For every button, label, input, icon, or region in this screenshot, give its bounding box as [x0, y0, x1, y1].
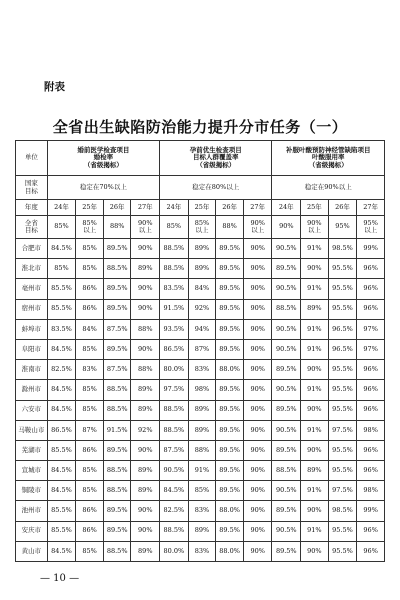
city-value-cell: 88.5% — [103, 481, 131, 501]
city-row — [16, 259, 385, 279]
city-value-cell: 89.5% — [272, 360, 301, 380]
city-value-cell: 89.5% — [216, 440, 244, 460]
city-value-cell: 87% — [76, 420, 104, 440]
city-value-cell: 89.5% — [216, 259, 244, 279]
city-value-cell: 89.5% — [272, 259, 301, 279]
page-title: 全省出生缺陷防治能力提升分市任务（一） — [52, 118, 348, 136]
city-value-cell: 84.5% — [47, 400, 76, 420]
city-value-cell: 87.5% — [103, 360, 131, 380]
province-target-cell: 85% 以上 — [188, 216, 216, 239]
city-value-cell: 96% — [357, 299, 385, 319]
city-row — [16, 420, 385, 440]
city-value-cell: 88.5% — [272, 461, 301, 481]
city-value-cell: 99% — [357, 239, 385, 259]
city-name: 合肥市 — [16, 239, 48, 259]
city-value-cell: 89.5% — [272, 541, 301, 561]
city-value-cell: 84.5% — [47, 481, 76, 501]
city-row — [16, 461, 385, 481]
city-value-cell: 89.5% — [103, 521, 131, 541]
city-value-cell: 89% — [188, 521, 216, 541]
city-row — [16, 541, 385, 561]
city-value-cell: 90.5% — [272, 319, 301, 339]
city-value-cell: 89.5% — [216, 400, 244, 420]
city-value-cell: 90% — [243, 420, 272, 440]
city-value-cell: 89.5% — [216, 239, 244, 259]
city-value-cell: 90% — [131, 339, 160, 359]
year-cell: 24年 — [47, 200, 76, 216]
city-value-cell: 88.5% — [160, 400, 189, 420]
city-value-cell: 97.5% — [328, 420, 357, 440]
city-name: 阜阳市 — [16, 339, 48, 359]
city-value-cell: 88% — [131, 360, 160, 380]
city-value-cell: 97% — [357, 319, 385, 339]
city-value-cell: 90% — [131, 279, 160, 299]
city-value-cell: 90% — [243, 339, 272, 359]
city-value-cell: 88.5% — [103, 259, 131, 279]
city-name: 宿州市 — [16, 299, 48, 319]
year-cell: 26年 — [103, 200, 131, 216]
year-cell: 25年 — [76, 200, 104, 216]
city-value-cell: 90.5% — [272, 380, 301, 400]
city-value-cell: 89% — [301, 299, 329, 319]
city-value-cell: 90% — [301, 360, 329, 380]
city-value-cell: 89% — [188, 420, 216, 440]
province-target-cell: 88% — [103, 216, 131, 239]
city-value-cell: 91.5% — [103, 420, 131, 440]
city-value-cell: 90.5% — [272, 481, 301, 501]
city-row — [16, 380, 385, 400]
city-value-cell: 89.5% — [216, 380, 244, 400]
city-value-cell: 98.5% — [328, 501, 357, 521]
city-value-cell: 96% — [357, 360, 385, 380]
city-value-cell: 85% — [76, 541, 104, 561]
city-value-cell: 88.5% — [103, 541, 131, 561]
year-cell: 27年 — [243, 200, 272, 216]
province-target-cell: 88% — [216, 216, 244, 239]
city-value-cell: 82.5% — [160, 501, 189, 521]
city-value-cell: 88.5% — [272, 299, 301, 319]
city-value-cell: 86% — [76, 521, 104, 541]
city-value-cell: 90.5% — [160, 461, 189, 481]
national-target-folic-acid: 稳定在90%以上 — [272, 176, 385, 200]
city-value-cell: 86% — [76, 299, 104, 319]
city-value-cell: 90% — [243, 279, 272, 299]
city-value-cell: 89.5% — [216, 279, 244, 299]
city-value-cell: 88% — [131, 319, 160, 339]
city-row — [16, 319, 385, 339]
city-value-cell: 90% — [243, 541, 272, 561]
city-value-cell: 89.5% — [272, 400, 301, 420]
city-row — [16, 481, 385, 501]
group-header-folic-acid: 补服叶酸预防神经管缺陷项目 叶酸服用率 （省级揭标） — [272, 141, 385, 176]
city-value-cell: 83% — [188, 360, 216, 380]
city-value-cell: 90% — [131, 299, 160, 319]
city-value-cell: 90% — [243, 239, 272, 259]
city-name: 淮南市 — [16, 360, 48, 380]
city-value-cell: 83.5% — [47, 319, 76, 339]
province-target-cell: 85% 以上 — [76, 216, 104, 239]
city-value-cell: 89.5% — [103, 440, 131, 460]
city-value-cell: 88.0% — [216, 360, 244, 380]
city-value-cell: 85% — [76, 481, 104, 501]
national-target-row — [16, 176, 385, 200]
city-value-cell: 84.5% — [160, 481, 189, 501]
city-value-cell: 90.5% — [272, 339, 301, 359]
header-row — [16, 141, 385, 176]
city-value-cell: 85% — [76, 461, 104, 481]
city-value-cell: 97.5% — [328, 481, 357, 501]
year-cell: 25年 — [188, 200, 216, 216]
city-value-cell: 88.5% — [160, 259, 189, 279]
city-name: 黄山市 — [16, 541, 48, 561]
city-value-cell: 88.5% — [160, 521, 189, 541]
city-value-cell: 96% — [357, 440, 385, 460]
province-target-cell: 95% 以上 — [357, 216, 385, 239]
city-value-cell: 95.5% — [328, 299, 357, 319]
city-value-cell: 89% — [131, 380, 160, 400]
city-value-cell: 95.5% — [328, 440, 357, 460]
city-row — [16, 521, 385, 541]
city-value-cell: 97% — [357, 339, 385, 359]
city-value-cell: 85.5% — [47, 440, 76, 460]
city-value-cell: 96% — [357, 521, 385, 541]
city-row — [16, 501, 385, 521]
city-value-cell: 82.5% — [47, 360, 76, 380]
city-value-cell: 89.5% — [103, 299, 131, 319]
city-value-cell: 96% — [357, 541, 385, 561]
city-name: 亳州市 — [16, 279, 48, 299]
city-value-cell: 90% — [243, 299, 272, 319]
city-value-cell: 90% — [131, 501, 160, 521]
city-value-cell: 94% — [188, 319, 216, 339]
city-value-cell: 89% — [131, 481, 160, 501]
city-name: 安庆市 — [16, 521, 48, 541]
city-value-cell: 89% — [188, 259, 216, 279]
city-value-cell: 90% — [243, 360, 272, 380]
year-cell: 25年 — [301, 200, 329, 216]
city-value-cell: 91% — [301, 319, 329, 339]
city-value-cell: 96.5% — [328, 339, 357, 359]
city-value-cell: 80.0% — [160, 360, 189, 380]
city-name: 池州市 — [16, 501, 48, 521]
city-row — [16, 440, 385, 460]
city-value-cell: 90.5% — [272, 279, 301, 299]
city-value-cell: 90% — [301, 259, 329, 279]
city-value-cell: 88.5% — [160, 239, 189, 259]
city-value-cell: 90.5% — [272, 239, 301, 259]
city-value-cell: 85% — [47, 259, 76, 279]
city-value-cell: 88.5% — [103, 461, 131, 481]
city-value-cell: 85.5% — [47, 279, 76, 299]
city-value-cell: 91% — [301, 279, 329, 299]
city-value-cell: 89.5% — [216, 319, 244, 339]
city-value-cell: 88% — [188, 440, 216, 460]
group-header-premarital: 婚前医学检查项目 婚检率 （省级揭标） — [47, 141, 159, 176]
city-value-cell: 89.5% — [216, 461, 244, 481]
province-target-cell: 95% — [328, 216, 357, 239]
city-value-cell: 88.5% — [103, 400, 131, 420]
city-value-cell: 89.5% — [103, 279, 131, 299]
city-value-cell: 96% — [357, 279, 385, 299]
city-value-cell: 86% — [76, 279, 104, 299]
city-value-cell: 85% — [188, 481, 216, 501]
appendix-label: 附表 — [44, 81, 65, 93]
city-value-cell: 89% — [188, 400, 216, 420]
city-value-cell: 95.5% — [328, 521, 357, 541]
city-value-cell: 88.5% — [103, 380, 131, 400]
city-value-cell: 89% — [301, 461, 329, 481]
city-value-cell: 89% — [131, 461, 160, 481]
city-value-cell: 96% — [357, 380, 385, 400]
city-value-cell: 98% — [357, 481, 385, 501]
city-name: 芜湖市 — [16, 440, 48, 460]
city-value-cell: 90% — [243, 400, 272, 420]
city-value-cell: 86% — [76, 440, 104, 460]
city-value-cell: 86.5% — [47, 420, 76, 440]
city-value-cell: 97.5% — [160, 380, 189, 400]
city-value-cell: 89.5% — [216, 521, 244, 541]
city-value-cell: 85.5% — [47, 521, 76, 541]
city-value-cell: 87.5% — [160, 440, 189, 460]
city-value-cell: 95.5% — [328, 360, 357, 380]
city-name: 宣城市 — [16, 461, 48, 481]
city-value-cell: 90% — [243, 501, 272, 521]
city-value-cell: 90% — [301, 501, 329, 521]
national-target-premarital: 稳定在70%以上 — [47, 176, 159, 200]
city-value-cell: 88.0% — [216, 501, 244, 521]
city-value-cell: 88.5% — [160, 420, 189, 440]
city-value-cell: 89.5% — [272, 501, 301, 521]
year-label: 年度 — [16, 200, 48, 216]
city-value-cell: 99% — [357, 501, 385, 521]
year-cell: 27年 — [131, 200, 160, 216]
city-value-cell: 89% — [188, 239, 216, 259]
city-value-cell: 95.5% — [328, 259, 357, 279]
city-value-cell: 95.5% — [328, 279, 357, 299]
city-value-cell: 92% — [188, 299, 216, 319]
city-value-cell: 98.5% — [328, 239, 357, 259]
province-target-cell: 85% — [47, 216, 76, 239]
city-value-cell: 84.5% — [47, 461, 76, 481]
city-value-cell: 98% — [188, 380, 216, 400]
city-row — [16, 400, 385, 420]
city-value-cell: 91% — [301, 380, 329, 400]
city-value-cell: 95.5% — [328, 541, 357, 561]
national-target-label: 国家 目标 — [16, 176, 48, 200]
city-value-cell: 89% — [131, 400, 160, 420]
city-value-cell: 85% — [76, 239, 104, 259]
city-value-cell: 95.5% — [328, 400, 357, 420]
city-value-cell: 90% — [243, 440, 272, 460]
city-value-cell: 91% — [301, 420, 329, 440]
city-value-cell: 88.0% — [216, 541, 244, 561]
city-value-cell: 91% — [301, 481, 329, 501]
city-value-cell: 90% — [301, 440, 329, 460]
province-target-row — [16, 216, 385, 239]
city-value-cell: 90% — [243, 259, 272, 279]
city-value-cell: 90% — [243, 521, 272, 541]
city-value-cell: 90.5% — [272, 521, 301, 541]
city-row — [16, 279, 385, 299]
city-value-cell: 89.5% — [103, 239, 131, 259]
year-row — [16, 200, 385, 216]
city-value-cell: 80.0% — [160, 541, 189, 561]
city-value-cell: 90% — [243, 319, 272, 339]
province-target-cell: 90% 以上 — [131, 216, 160, 239]
city-value-cell: 90% — [243, 481, 272, 501]
city-name: 六安市 — [16, 400, 48, 420]
task-table — [15, 140, 385, 562]
city-row — [16, 299, 385, 319]
year-cell: 24年 — [160, 200, 189, 216]
city-name: 淮北市 — [16, 259, 48, 279]
city-value-cell: 89.5% — [103, 501, 131, 521]
city-value-cell: 89% — [131, 259, 160, 279]
city-value-cell: 89.5% — [103, 339, 131, 359]
year-cell: 26年 — [328, 200, 357, 216]
city-row — [16, 339, 385, 359]
city-name: 蚌埠市 — [16, 319, 48, 339]
city-name: 滁州市 — [16, 380, 48, 400]
group-header-preconception: 孕前优生检查项目 目标人群覆盖率 （省级揭标） — [160, 141, 272, 176]
city-value-cell: 95.5% — [328, 380, 357, 400]
city-value-cell: 86.5% — [160, 339, 189, 359]
province-target-cell: 90% — [272, 216, 301, 239]
city-value-cell: 91.5% — [160, 299, 189, 319]
city-value-cell: 90% — [131, 521, 160, 541]
city-value-cell: 89.5% — [272, 440, 301, 460]
page-number: — 10 — — [40, 573, 80, 584]
city-value-cell: 87% — [188, 339, 216, 359]
city-value-cell: 90% — [301, 400, 329, 420]
province-target-cell: 90% 以上 — [243, 216, 272, 239]
city-value-cell: 83% — [188, 541, 216, 561]
city-value-cell: 89.5% — [216, 420, 244, 440]
year-cell: 26年 — [216, 200, 244, 216]
city-value-cell: 91% — [188, 461, 216, 481]
city-name: 铜陵市 — [16, 481, 48, 501]
city-value-cell: 96% — [357, 461, 385, 481]
city-value-cell: 84% — [188, 279, 216, 299]
city-value-cell: 91% — [301, 521, 329, 541]
city-value-cell: 92% — [131, 420, 160, 440]
city-value-cell: 90% — [301, 541, 329, 561]
year-cell: 24年 — [272, 200, 301, 216]
year-cell: 27年 — [357, 200, 385, 216]
city-value-cell: 90% — [131, 239, 160, 259]
city-value-cell: 84.5% — [47, 380, 76, 400]
city-value-cell: 96.5% — [328, 319, 357, 339]
city-value-cell: 85.5% — [47, 299, 76, 319]
city-value-cell: 90% — [131, 440, 160, 460]
city-row — [16, 360, 385, 380]
city-value-cell: 91% — [301, 339, 329, 359]
city-value-cell: 93.5% — [160, 319, 189, 339]
city-value-cell: 95.5% — [328, 461, 357, 481]
city-value-cell: 89.5% — [216, 299, 244, 319]
province-target-cell: 85% — [160, 216, 189, 239]
unit-header: 单位 — [16, 141, 48, 176]
city-value-cell: 85% — [76, 380, 104, 400]
city-value-cell: 84.5% — [47, 239, 76, 259]
city-value-cell: 89.5% — [216, 481, 244, 501]
city-value-cell: 85.5% — [47, 501, 76, 521]
city-value-cell: 91% — [301, 239, 329, 259]
city-value-cell: 84.5% — [47, 339, 76, 359]
city-value-cell: 83.5% — [160, 279, 189, 299]
city-value-cell: 90% — [243, 461, 272, 481]
city-name: 马鞍山市 — [16, 420, 48, 440]
city-value-cell: 87.5% — [103, 319, 131, 339]
city-value-cell: 84.5% — [47, 541, 76, 561]
city-value-cell: 85% — [76, 259, 104, 279]
city-value-cell: 86% — [76, 501, 104, 521]
city-row — [16, 239, 385, 259]
city-value-cell: 89.5% — [216, 339, 244, 359]
city-value-cell: 83% — [188, 501, 216, 521]
city-value-cell: 85% — [76, 339, 104, 359]
city-value-cell: 96% — [357, 400, 385, 420]
province-target-cell: 90% 以上 — [301, 216, 329, 239]
city-value-cell: 96% — [357, 259, 385, 279]
city-value-cell: 98% — [357, 420, 385, 440]
city-value-cell: 89% — [131, 541, 160, 561]
province-target-label: 全省 目标 — [16, 216, 48, 239]
city-value-cell: 90% — [243, 380, 272, 400]
national-target-preconception: 稳定在80%以上 — [160, 176, 272, 200]
city-value-cell: 84% — [76, 319, 104, 339]
city-value-cell: 90.5% — [272, 420, 301, 440]
city-value-cell: 85% — [76, 400, 104, 420]
city-value-cell: 83% — [76, 360, 104, 380]
